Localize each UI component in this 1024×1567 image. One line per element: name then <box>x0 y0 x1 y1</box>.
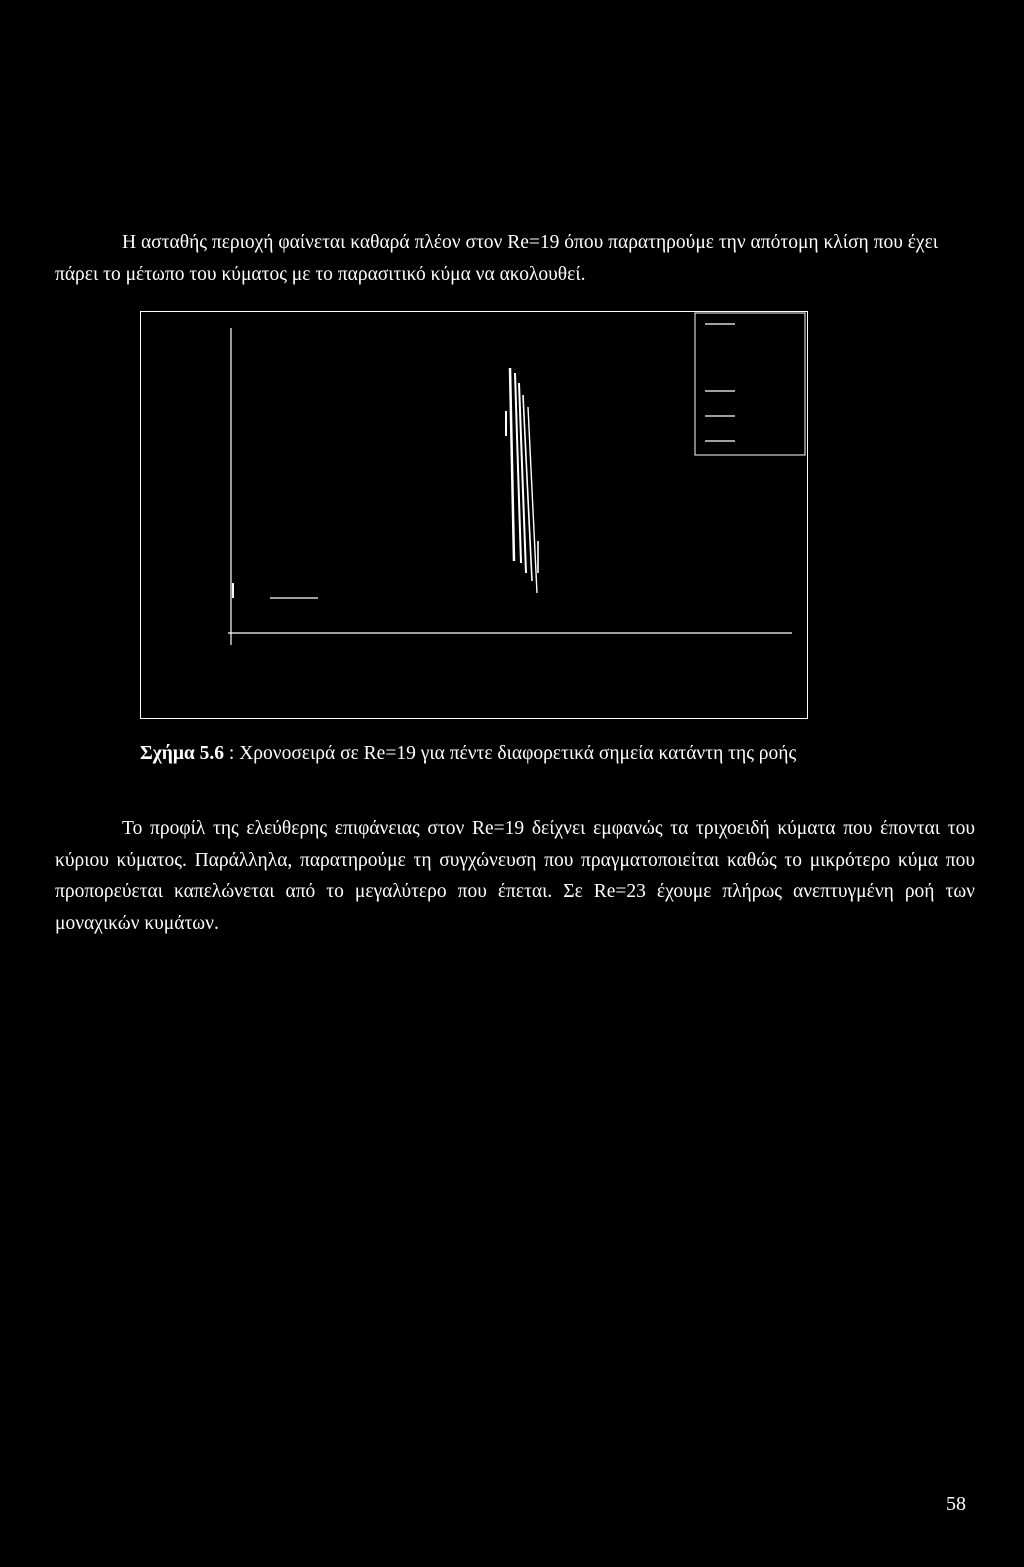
figure-5-6 <box>140 311 808 719</box>
intro-paragraph-text: Η ασταθής περιοχή φαίνεται καθαρά πλέον στον Re=19 όπου παρατηρούμε την απότομη κλίση που έχει πάρει το μέτωπο του κύματος με το παρασιτικό κύμα να ακολουθεί. <box>55 232 939 285</box>
page-number: 58 <box>946 1493 966 1515</box>
figure-border <box>141 312 808 719</box>
intro-paragraph <box>55 227 975 290</box>
body-paragraph-text: Το προφίλ της ελεύθερης επιφάνειας στον Re=19 δείχνει εμφανώς τα τριχοειδή κύματα που έπονται του κύριου κύματος. Παράλληλα, παρατηρούμε τη συγχώνευση που πραγματοποιείται καθώς το μικρότερο κύμα που προπορεύεται καπελώνεται από το μεγαλύτερο που έπεται. Σε Re=23 έχουμε πλήρως ανεπτυγμένη ροή των μοναχικών κυμάτων. <box>55 818 975 934</box>
time-series-plot <box>140 311 808 719</box>
legend-box <box>695 313 805 455</box>
figure-caption-text: : Χρονοσειρά σε Re=19 για πέντε διαφορετικά σημεία κατάντη της ροής <box>224 743 797 764</box>
figure-caption <box>140 740 796 768</box>
wave-front-trace-5 <box>528 407 537 593</box>
wave-front-trace-1 <box>510 368 514 561</box>
body-paragraph <box>55 813 975 939</box>
figure-caption-label: Σχήμα 5.6 <box>140 743 225 764</box>
